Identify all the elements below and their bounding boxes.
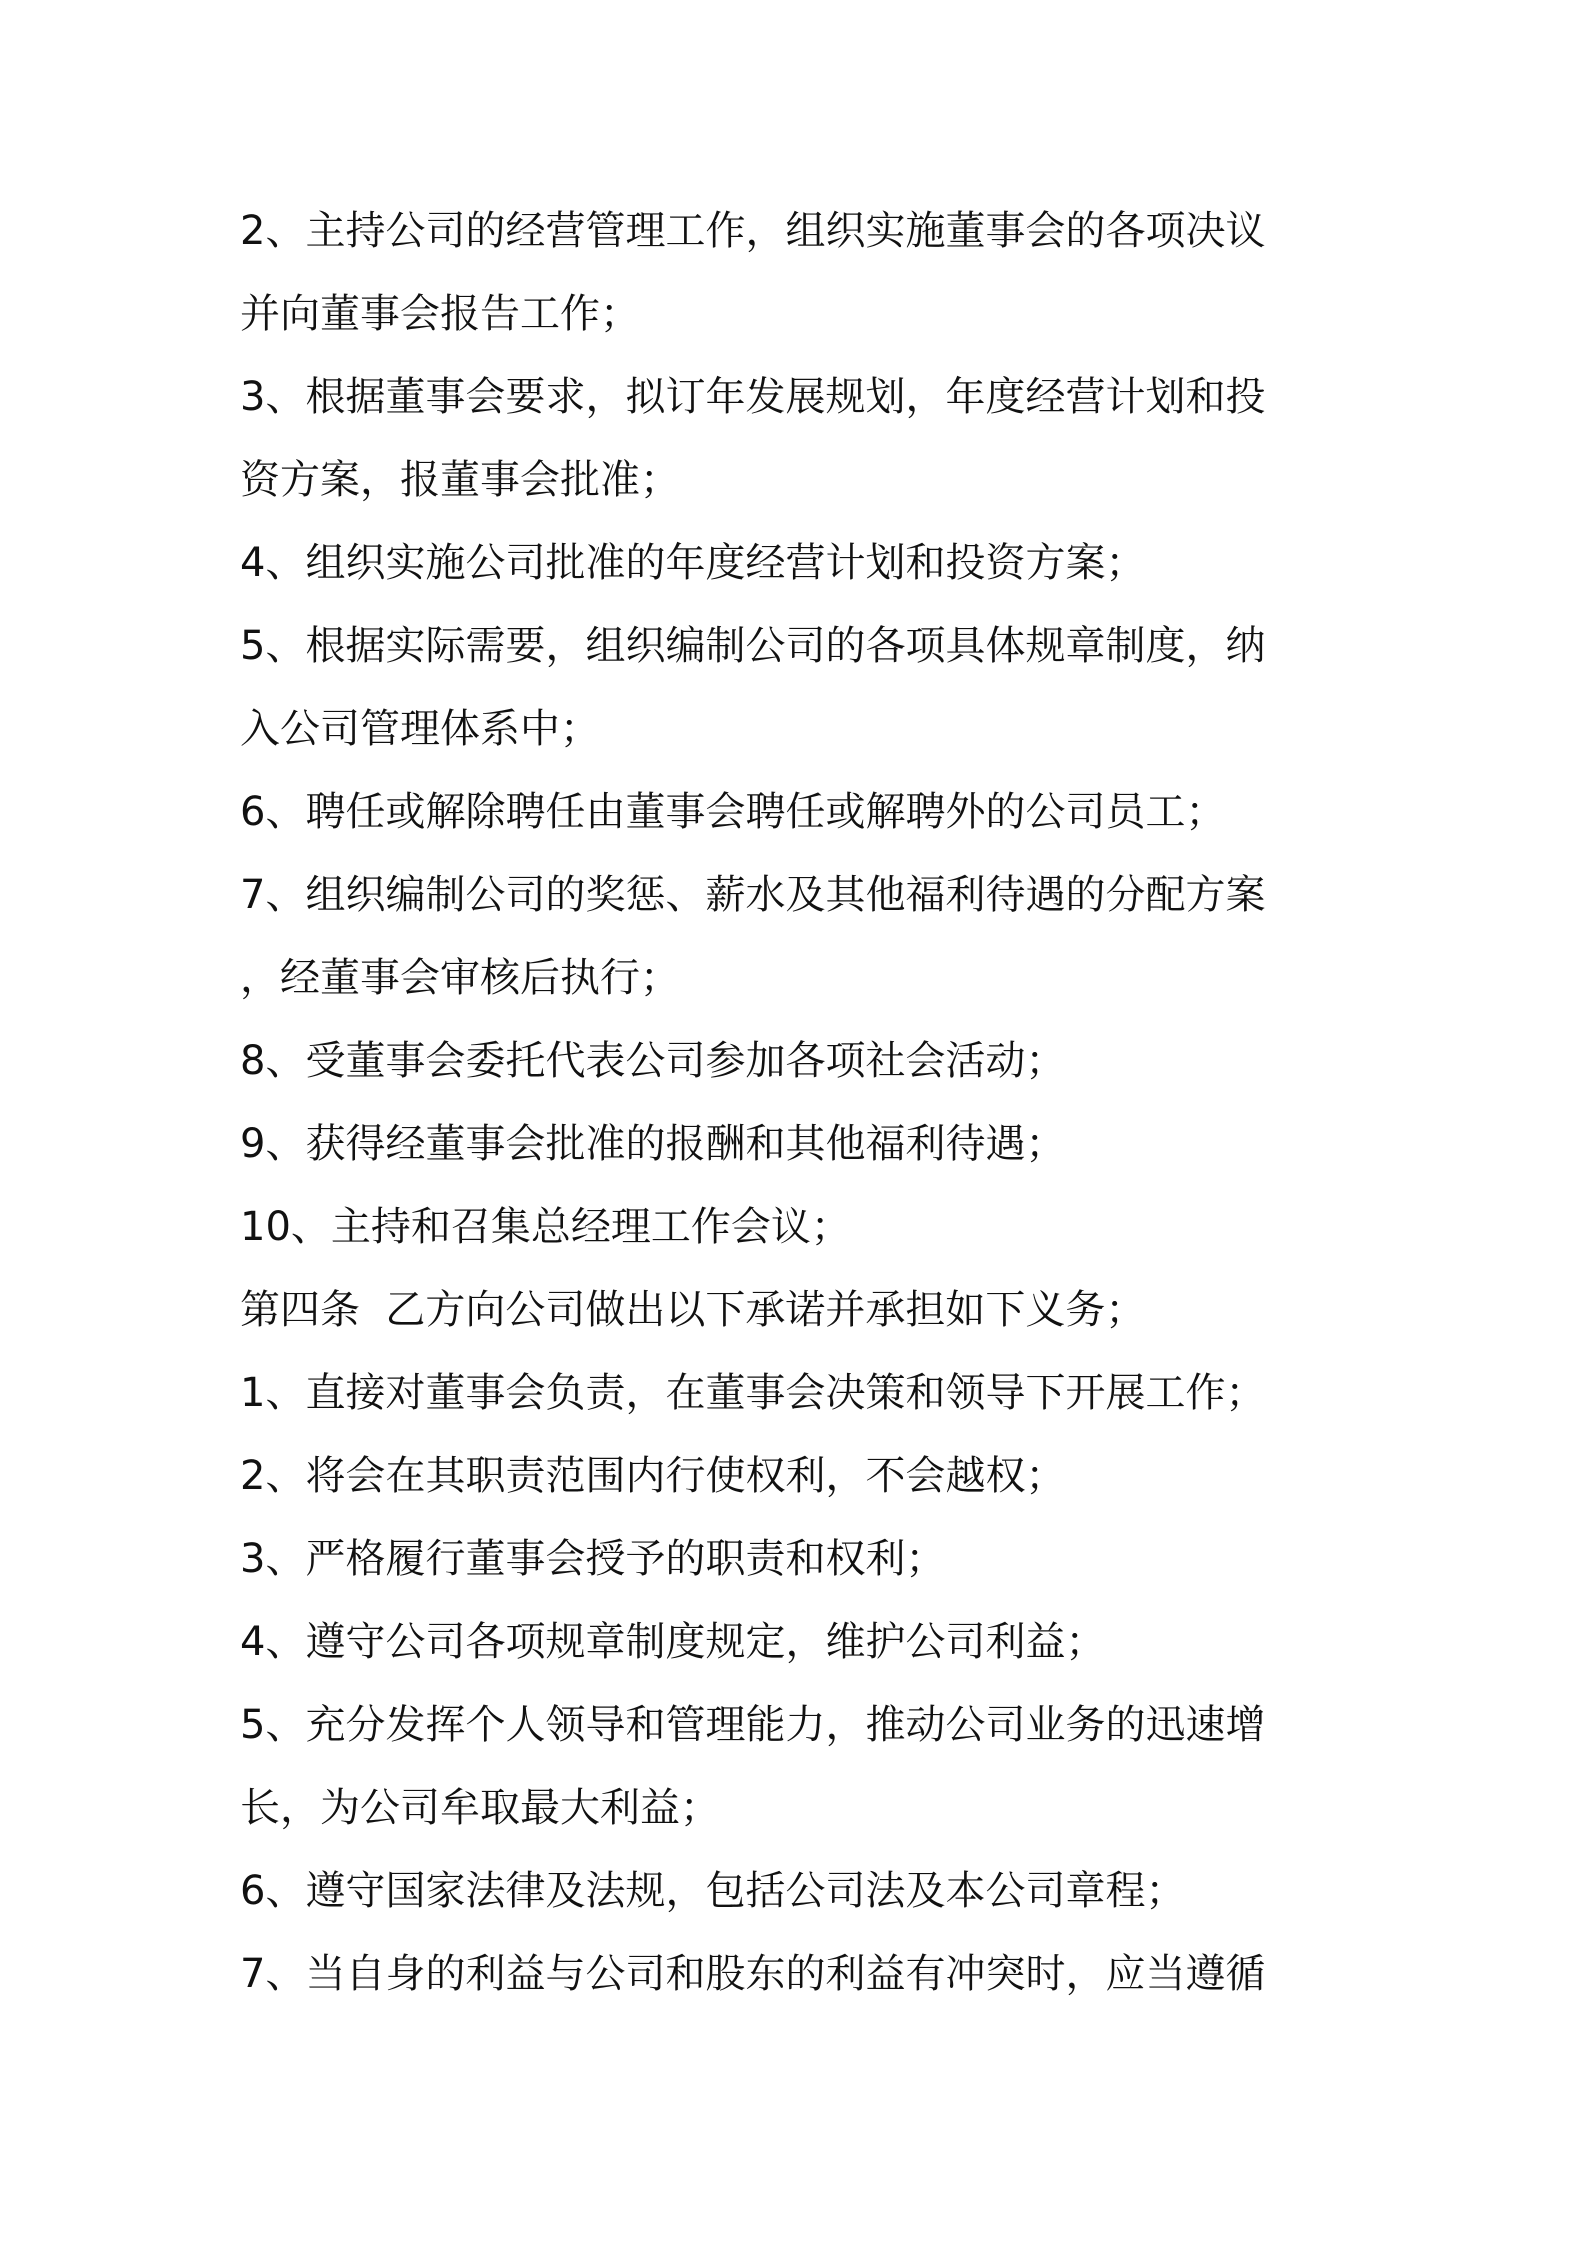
section-heading: 第四条 乙方向公司做出以下承诺并承担如下义务； <box>240 1287 1146 1333</box>
text-line: 10、主持和召集总经理工作会议； <box>240 1204 851 1250</box>
text-line: 6、聘任或解除聘任由董事会聘任或解聘外的公司员工； <box>240 789 1226 835</box>
text-line: 5、根据实际需要，组织编制公司的各项具体规章制度，纳 <box>240 623 1266 669</box>
text-line: 5、充分发挥个人领导和管理能力，推动公司业务的迅速增 <box>240 1702 1266 1748</box>
text-line: 9、获得经董事会批准的报酬和其他福利待遇； <box>240 1121 1066 1167</box>
text-line: 1、直接对董事会负责，在董事会决策和领导下开展工作； <box>240 1370 1266 1416</box>
text-line: 长，为公司牟取最大利益； <box>240 1785 720 1831</box>
text-line: 7、组织编制公司的奖惩、薪水及其他福利待遇的分配方案 <box>240 872 1266 918</box>
text-line: 并向董事会报告工作； <box>240 291 640 337</box>
text-line: 6、遵守国家法律及法规，包括公司法及本公司章程； <box>240 1868 1186 1914</box>
text-line: 入公司管理体系中； <box>240 706 600 752</box>
text-line: 8、受董事会委托代表公司参加各项社会活动； <box>240 1038 1066 1084</box>
text-line: 4、遵守公司各项规章制度规定，维护公司利益； <box>240 1619 1106 1665</box>
text-line: 4、组织实施公司批准的年度经营计划和投资方案； <box>240 540 1146 586</box>
text-line: ，经董事会审核后执行； <box>240 955 680 1001</box>
text-line: 3、根据董事会要求，拟订年发展规划，年度经营计划和投 <box>240 374 1266 420</box>
text-line: 2、将会在其职责范围内行使权利，不会越权； <box>240 1453 1066 1499</box>
text-line: 2、主持公司的经营管理工作，组织实施董事会的各项决议 <box>240 208 1266 254</box>
document-body <box>240 190 1360 2016</box>
text-line: 3、严格履行董事会授予的职责和权利； <box>240 1536 946 1582</box>
text-line: 资方案，报董事会批准； <box>240 457 680 503</box>
text-line: 7、当自身的利益与公司和股东的利益有冲突时，应当遵循 <box>240 1951 1266 1997</box>
